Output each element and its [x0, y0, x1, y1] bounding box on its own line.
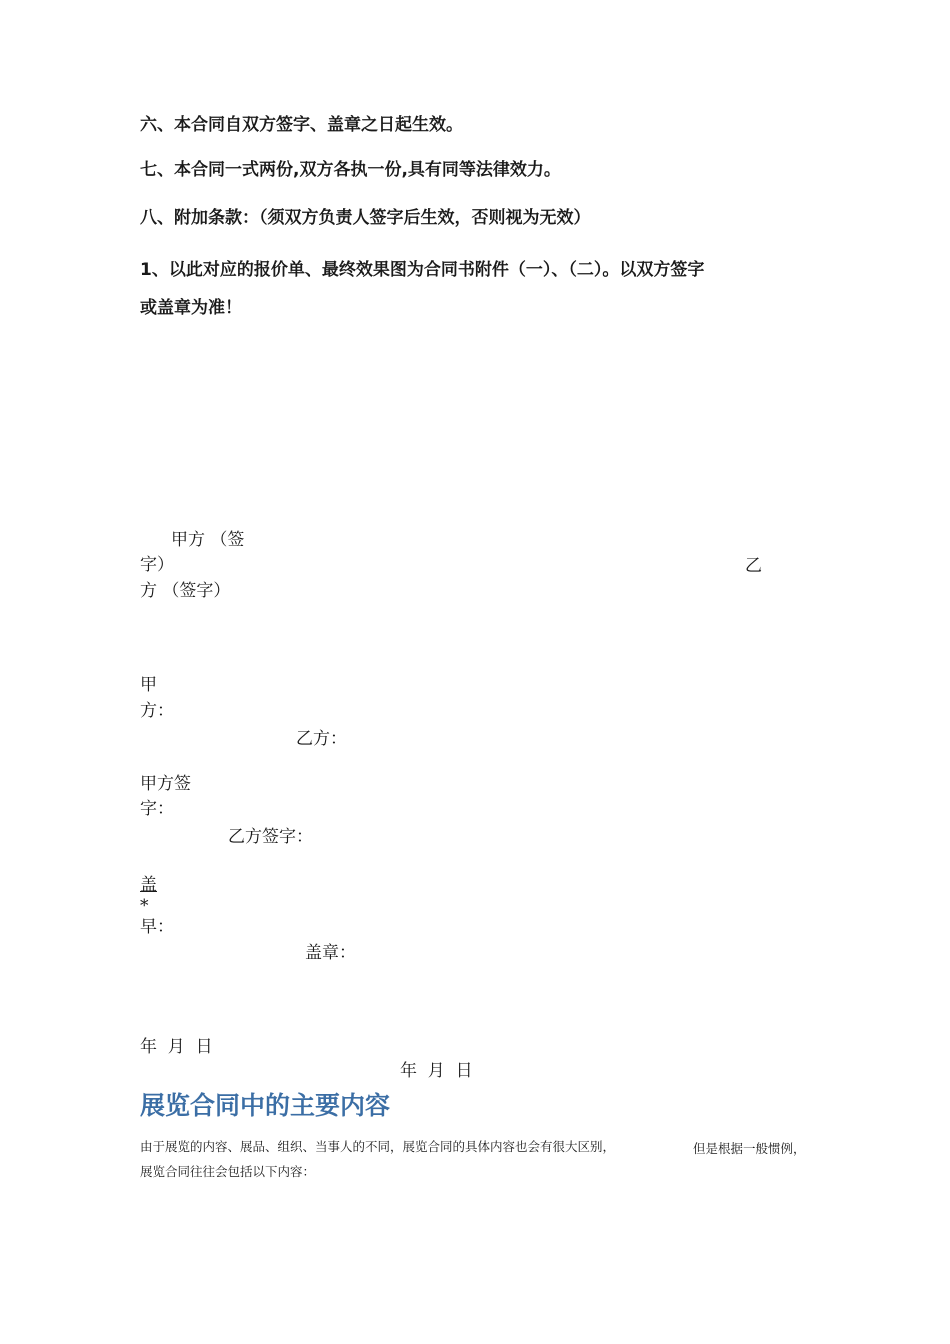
section-paragraph-part1: 由于展览的内容、展品、组织、当事人的不同，展览合同的具体内容也会有很大区别， [140, 1139, 616, 1154]
party-a-seal-mark: * [140, 896, 149, 916]
clause-8-1-line2: 或盖章为准！ [140, 298, 242, 318]
party-a-label: 甲 [140, 675, 157, 695]
party-a-seal-label-cont: 早： [140, 917, 174, 937]
section-title: 展览合同中的主要内容 [140, 1091, 391, 1120]
clause-7: 七、本合同一式两份,双方各执一份,具有同等法律效力。 [140, 160, 561, 180]
party-a-sign-label: 甲方 （签 [171, 530, 245, 550]
party-b-label: 乙方： [296, 729, 347, 749]
clause-6: 六、本合同自双方签字、盖章之日起生效。 [140, 115, 463, 135]
party-b-seal-label: 盖章： [305, 943, 356, 963]
party-a-date: 年 月 日 [140, 1037, 213, 1057]
party-a-signature-label-cont: 字： [140, 799, 174, 819]
party-a-label-cont: 方： [140, 701, 174, 721]
party-b-date: 年 月 日 [400, 1061, 473, 1081]
section-paragraph-line2: 展览合同往往会包括以下内容： [140, 1164, 316, 1179]
party-b-signature-label: 乙方签字： [228, 827, 313, 847]
section-paragraph-part2: 但是根据一般惯例， [693, 1141, 806, 1156]
party-a-sign-label-cont: 字） [140, 555, 174, 575]
clause-8: 八、附加条款：（须双方负责人签字后生效，否则视为无效） [140, 208, 591, 228]
party-b-sign-label-cont: 方 （签字） [140, 581, 231, 601]
party-a-seal-label: 盖 [140, 875, 157, 895]
party-b-sign-label: 乙 [745, 556, 762, 576]
party-a-signature-label: 甲方签 [140, 774, 191, 794]
clause-8-1-line1: 1、以此对应的报价单、最终效果图为合同书附件（一）、（二）。以双方签字 [140, 260, 705, 280]
